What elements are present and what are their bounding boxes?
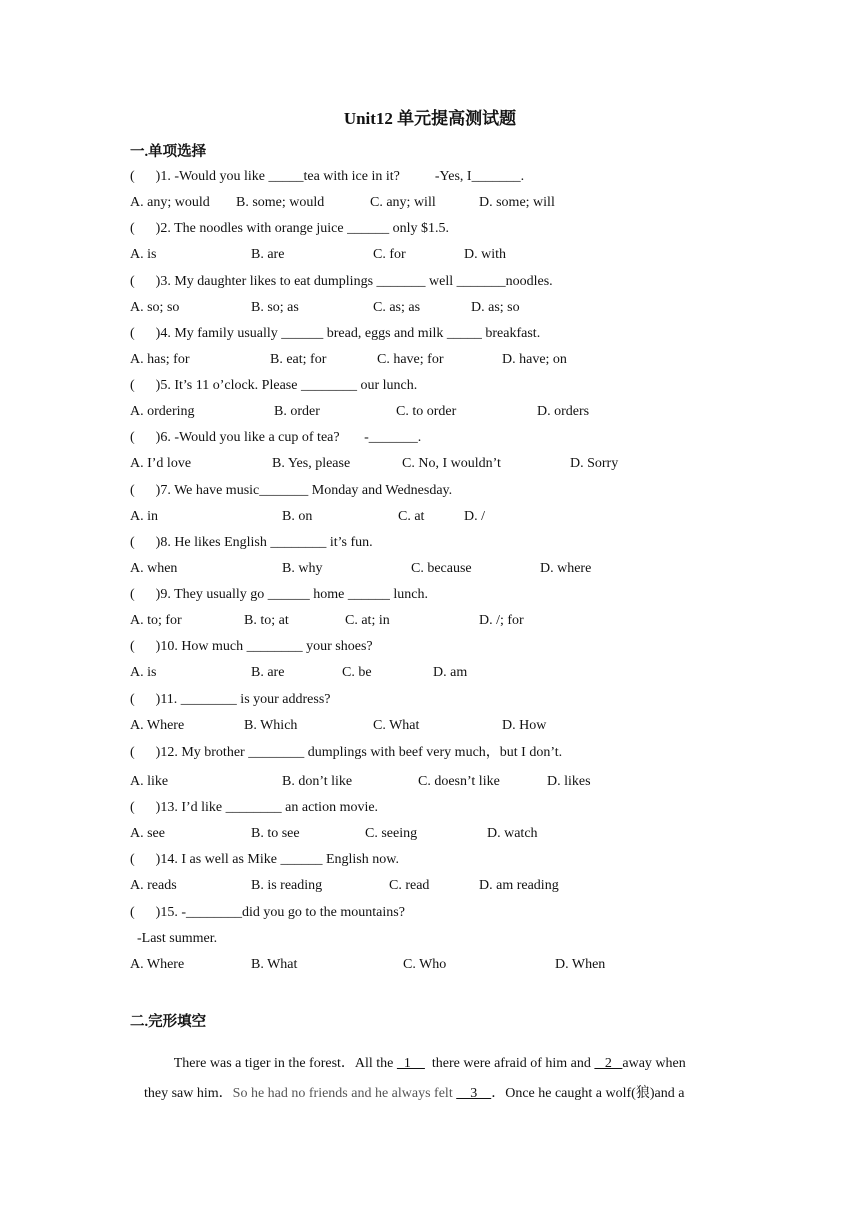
question-11-option-a: A. Where: [130, 718, 185, 733]
section-heading-cloze: 二.完形填空: [130, 1014, 207, 1030]
question-5-option-b: B. order: [274, 404, 320, 419]
question-2-option-a: A. is: [130, 247, 157, 262]
question-3-option-b: B. so; as: [251, 300, 299, 315]
question-1-option-c: C. any; will: [370, 195, 436, 210]
question-12-option-d: D. likes: [547, 774, 591, 789]
question-9-option-c: C. at; in: [345, 613, 390, 628]
question-1-option-d: D. some; will: [479, 195, 555, 210]
cloze-blank-2: 2: [594, 1056, 623, 1071]
question-2-option-c: C. for: [373, 247, 406, 262]
question-8-option-a: A. when: [130, 561, 178, 576]
question-4-option-b: B. eat; for: [270, 352, 327, 367]
question-15-option-b: B. What: [251, 957, 298, 972]
question-5-option-a: A. ordering: [130, 404, 195, 419]
question-4: ( )4. My family usually ______ bread, eggs and milk _____ breakfast.: [130, 326, 541, 341]
question-9-option-b: B. to; at: [244, 613, 289, 628]
question-5-option-c: C. to order: [396, 404, 457, 419]
question-5: ( )5. It’s 11 o’clock. Please ________ our lunch.: [130, 378, 418, 393]
question-7-option-b: B. on: [282, 509, 313, 524]
question-2-option-b: B. are: [251, 247, 285, 262]
question-10-option-d: D. am: [433, 665, 468, 680]
question-8: ( )8. He likes English ________ it’s fun.: [130, 535, 373, 550]
question-14-option-b: B. is reading: [251, 878, 323, 893]
question-10-option-b: B. are: [251, 665, 285, 680]
question-8-option-b: B. why: [282, 561, 323, 576]
section-heading-multiple-choice: 一.单项选择: [130, 144, 207, 160]
question-4-option-d: D. have; on: [502, 352, 567, 367]
question-6-option-d: D. Sorry: [570, 456, 619, 471]
question-7: ( )7. We have music_______ Monday and Wednesday.: [130, 483, 453, 498]
cloze-text: So he had no friends and he always felt: [232, 1086, 457, 1101]
question-8-option-d: D. where: [540, 561, 592, 576]
question-9-option-d: D. /; for: [479, 613, 524, 628]
question-3: ( )3. My daughter likes to eat dumplings _______ well _______noodles.: [130, 274, 553, 289]
question-12-option-b: B. don’t like: [282, 774, 353, 789]
question-11-option-b: B. Which: [244, 718, 298, 733]
question-2: ( )2. The noodles with orange juice ______ only $1.5.: [130, 221, 449, 236]
question-12-option-c: C. doesn’t like: [418, 774, 500, 789]
question-14-option-a: A. reads: [130, 878, 177, 893]
question-4-option-a: A. has; for: [130, 352, 190, 367]
cloze-text: there were afraid of him and: [424, 1056, 595, 1071]
question-11: ( )11. ________ is your address?: [130, 692, 331, 707]
question-14: ( )14. I as well as Mike ______ English now.: [130, 852, 399, 867]
question-9-option-a: A. to; for: [130, 613, 182, 628]
question-15-option-d: D. When: [555, 957, 606, 972]
question-8-option-c: C. because: [411, 561, 472, 576]
cloze-line-2: [130, 1070, 684, 1118]
question-6-option-a: A. I’d love: [130, 456, 192, 471]
question-13-option-d: D. watch: [487, 826, 538, 841]
cloze-text: ．Once he caught a wolf(狼)and a: [491, 1086, 685, 1101]
question-13: ( )13. I’d like ________ an action movie.: [130, 800, 379, 815]
question-12: ( )12. My brother ________ dumplings with beef very much，but I don’t.: [130, 745, 563, 760]
question-2-option-d: D. with: [464, 247, 506, 262]
question-4-option-c: C. have; for: [377, 352, 444, 367]
cloze-blank-1: 1: [396, 1056, 425, 1071]
question-10-option-a: A. is: [130, 665, 157, 680]
cloze-text: they saw him．: [144, 1086, 233, 1101]
question-15-option-c: C. Who: [403, 957, 447, 972]
cloze-text: away when: [622, 1056, 686, 1071]
question-3-option-a: A. so; so: [130, 300, 180, 315]
question-10: ( )10. How much ________ your shoes?: [130, 639, 373, 654]
question-3-option-d: D. as; so: [471, 300, 520, 315]
cloze-text: There was a tiger in the forest．All the: [173, 1056, 397, 1071]
question-12-option-a: A. like: [130, 774, 169, 789]
question-1: ( )1. -Would you like _____tea with ice in it? -Yes, I_______.: [130, 169, 525, 184]
question-1-option-a: A. any; would: [130, 195, 210, 210]
question-13-option-b: B. to see: [251, 826, 300, 841]
question-15-option-a: A. Where: [130, 957, 185, 972]
page-title: Unit12 单元提高测试题: [343, 109, 517, 128]
question-14-option-c: C. read: [389, 878, 430, 893]
question-11-option-c: C. What: [373, 718, 420, 733]
question-11-option-d: D. How: [502, 718, 547, 733]
cloze-blank-3: 3: [456, 1086, 492, 1101]
question-6-option-c: C. No, I wouldn’t: [402, 456, 501, 471]
question-13-option-a: A. see: [130, 826, 165, 841]
question-10-option-c: C. be: [342, 665, 372, 680]
question-6: ( )6. -Would you like a cup of tea? -_______.: [130, 430, 422, 445]
question-7-option-d: D. /: [464, 509, 485, 524]
question-15: ( )15. -________did you go to the mountains?: [130, 905, 405, 920]
question-6-option-b: B. Yes, please: [272, 456, 351, 471]
question-14-option-d: D. am reading: [479, 878, 559, 893]
question-15-answer-line: -Last summer.: [130, 931, 218, 946]
question-7-option-c: C. at: [398, 509, 425, 524]
question-13-option-c: C. seeing: [365, 826, 418, 841]
question-1-option-b: B. some; would: [236, 195, 325, 210]
question-5-option-d: D. orders: [537, 404, 590, 419]
question-9: ( )9. They usually go ______ home ______ lunch.: [130, 587, 428, 602]
question-7-option-a: A. in: [130, 509, 158, 524]
question-3-option-c: C. as; as: [373, 300, 421, 315]
